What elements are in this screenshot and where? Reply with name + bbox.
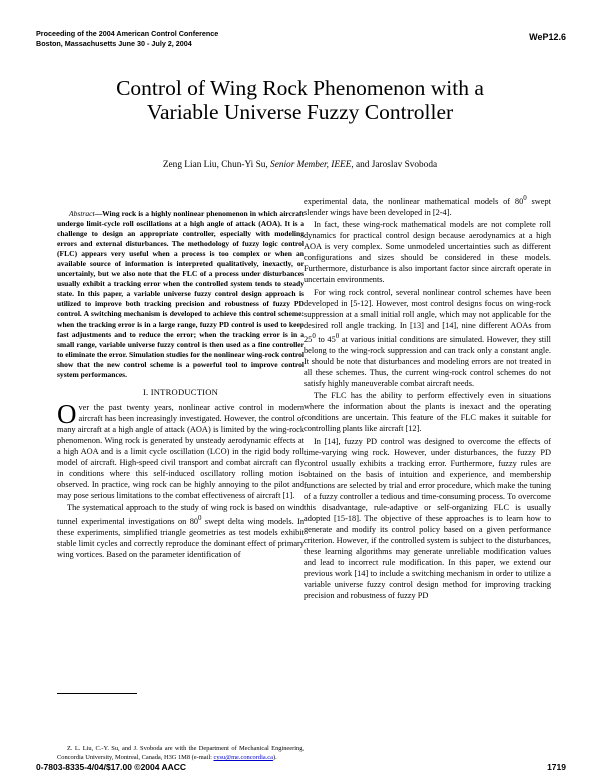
session-code: WeP12.6	[529, 32, 566, 42]
title-line-1: Control of Wing Rock Phenomenon with a	[116, 76, 484, 100]
footnote-close: ).	[272, 754, 277, 761]
right-paragraph-3: The FLC has the ability to perform effectively even in situations where the information about the plants is inexact and the operating conditions are uncertain. This feature of the FLC makes it suitable for controlling plants like aircraft [12].	[304, 391, 551, 434]
degree-superscript: 0	[523, 194, 527, 202]
degree-superscript: 0	[198, 514, 202, 523]
authors-names: Zeng Lian Liu, Chun-Yi Su,	[162, 160, 268, 170]
intro-paragraph-1	[57, 398, 304, 501]
abstract-lead: Abstract	[69, 209, 95, 218]
intro-paragraph-2	[57, 502, 304, 560]
right-paragraph-1: In fact, these wing-rock mathematical models are not complete roll dynamics for practical control design because aerodynamics at a high AOA is very complex. Some unmodeled uncertainties such as different configurations and sizes should be considered in these models. Furthermore, disturbance is also important factor since aircraft operate in uncertain environments.	[304, 220, 551, 285]
author-list	[0, 160, 600, 170]
intro-paragraph-2-rest: swept delta wing models. In these experiments, simplified triangle geometries as test models exhibit stable limit cycles and correctly reproduce the dominant effect of primary wing vortices. Based on the parameter identification of	[57, 517, 305, 560]
author-footnote	[57, 744, 304, 762]
abstract	[57, 209, 304, 380]
right-column	[304, 193, 551, 602]
right-paragraph-2-rest: at various initial conditions are simulated. However, they still belong to the wing-rock suppression and can track only a constant angle. It should be note that disturbances and modeling errors are not treated in all these schemes. Thus, the current wing-rock control schemes do not satisfy highly maneuverable combat aircraft needs.	[304, 334, 551, 388]
right-paragraph-2	[304, 287, 551, 389]
footnote-text: Z. L. Liu, C.-Y. Su, and J. Svoboda are with the Department of Mechanical Engineering, Concordia University, Montreal, Canada, H3G 1M8 (e-mail:	[57, 745, 304, 761]
conference-header	[36, 29, 218, 48]
footnote-divider	[57, 693, 137, 694]
right-paragraph-0-rest: swept slender wings have been developed in [2-4].	[304, 196, 551, 217]
degree-superscript: 0	[335, 331, 340, 340]
author-email-link[interactable]: cysu@me.concordia.ca	[213, 754, 273, 761]
conference-name: Proceeding of the 2004 American Control Conference	[36, 29, 219, 38]
intro-paragraph-2-text: The systematical approach to the study of wing rock is based on wind tunnel experimental investigations on 80	[57, 503, 304, 527]
right-paragraph-0	[304, 193, 551, 218]
right-paragraph-0-text: experimental data, the nonlinear mathematical models of 80	[304, 196, 524, 206]
paper-title	[0, 76, 600, 124]
abstract-text: —Wing rock is a highly nonlinear phenomenon in which aircraft undergo limit-cycle roll oscillations at a high angle of attack (AOA). It is a challenge to design an appropriate controller, especially with modeling errors and external disturbances. The methodology of fuzzy logic control (FLC) appears very useful when a process is too complex or when an available source of information is interpreted qualitatively, inexactly, or uncertainly, but we also note that the FLC of a process under disturbances usually exhibit a tracking error when the controlled system tends to steady state. In this paper, a variable universe fuzzy control design approach is utilized to improve both tracking precision and robustness of fuzzy PD control. A switching mechanism is developed to achieve this control scheme: when the tracking error is in a large range, fuzzy PD control is used to keep fast adjustments and to reduce the error; when the tracking error is in a small range, variable universe fuzzy control is then used as a fine controller to eliminate the error. Simulation studies for the nonlinear wing-rock control show that the new control scheme is a powerful tool to improve control system performances.	[57, 209, 304, 379]
left-column	[57, 209, 304, 562]
drop-cap: O	[57, 398, 77, 429]
degree-superscript: 0	[312, 331, 316, 340]
title-line-2: Variable Universe Fuzzy Controller	[146, 100, 454, 124]
section-heading-introduction: I. INTRODUCTION	[142, 386, 219, 397]
authors-last: and Jaroslav Svoboda	[356, 160, 438, 170]
page-number: 1719	[547, 762, 566, 772]
intro-paragraph-1-text: ver the past twenty years, nonlinear active control in modern aircraft has been increasingly investigated. However, the control of many aircraft at a high angle of attack (AOA) is limited by the wing-rock phenomenon. Wing rock is generated by unsteady aerodynamic effects at a high AOA and is a limit cycle oscillation (LCO) in the rigid body roll model of aircraft. High-speed civil transport and combat aircraft can fly in conditions where this self-induced oscillatory rolling motion is observed. In practice, wing rock can be highly annoying to the pilot and may pose serious limitations to the combat effectiveness of aircraft [1].	[57, 402, 304, 500]
right-paragraph-2-text: For wing rock control, several nonlinear control schemes have been developed in [5-12]. However, most control designs focus on wing-rock suppression at a small initial roll angle, which may not applicable for the desired roll angle tracking. In [13] and [14], nine different AOAs from 25	[304, 287, 551, 344]
right-paragraph-4: In [14], fuzzy PD control was designed to overcome the effects of time-varying wing rock. However, under disturbances, the fuzzy PD control usually exhibits a tracking error. Furthermore, fuzzy rules are obtained on the basis of intuition and experience, and membership functions are selected by trial and error procedure, which make the tuning of a fuzzy controller a tedious and time-consuming process. To overcome this disadvantage, rule-adaptive or self-organizing FLC is usually adopted [15-18]. The objective of these approaches is to learn how to generate and modify its control policy based on a given performance criterion. However, if the controlled system is subject to the disturbances, these learning algorithms may generate unreliable modification values and lead to incorrect rule modification. In this paper, we extend our previous work [14] to include a switching mechanism in order to utilize a variable universe fuzzy control design method for improving tracking precision and robustness of fuzzy PD	[304, 436, 551, 600]
right-paragraph-2-mid: to 45	[315, 334, 336, 344]
conference-location: Boston, Massachusetts June 30 - July 2, 2004	[36, 38, 192, 48]
copyright-line: 0-7803-8335-4/04/$17.00 ©2004 AACC	[36, 762, 187, 772]
authors-role: Senior Member, IEEE,	[270, 160, 354, 170]
